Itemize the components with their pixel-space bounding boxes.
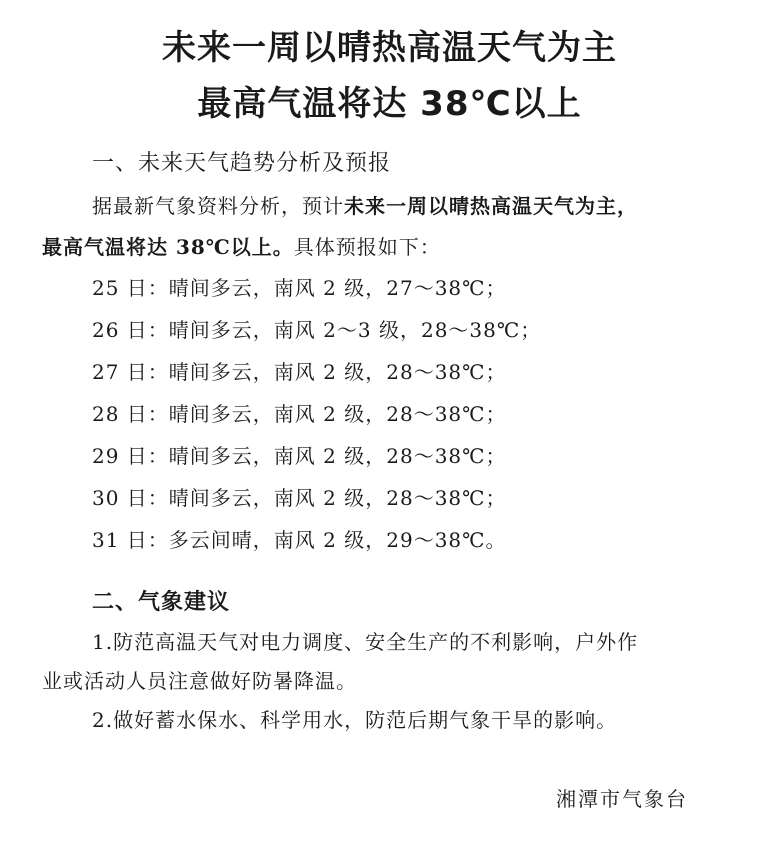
advice-1-line-1: 1.防范高温天气对电力调度、安全生产的不利影响，户外作 — [92, 630, 639, 654]
forecast-item: 25 日：晴间多云，南风 2 级，27～38℃； — [92, 276, 507, 300]
section-heading-forecast: 一、未来天气趋势分析及预报 — [92, 151, 392, 176]
forecast-item: 28 日：晴间多云，南风 2 级，28～38℃； — [92, 402, 507, 426]
issuer-signature: 湘潭市气象台 — [556, 787, 688, 811]
intro-highlight-2: 最高气温将达 38℃以上。 — [42, 235, 294, 259]
intro-paragraph-line-1 — [92, 191, 638, 221]
forecast-list — [92, 273, 541, 567]
intro-suffix: 具体预报如下： — [293, 235, 441, 259]
section-heading-advice: 二、气象建议 — [92, 590, 231, 615]
intro-highlight-1: 未来一周以晴热高温天气为主， — [344, 194, 638, 218]
document-title-line-2: 最高气温将达 38℃以上 — [197, 84, 582, 124]
forecast-item: 27 日：晴间多云，南风 2 级，28～38℃； — [92, 360, 507, 384]
intro-prefix: 据最新气象资料分析，预计 — [92, 194, 344, 218]
forecast-item: 29 日：晴间多云，南风 2 级，28～38℃； — [92, 444, 507, 468]
forecast-item: 26 日：晴间多云，南风 2～3 级，28～38℃； — [92, 318, 542, 342]
forecast-item: 30 日：晴间多云，南风 2 级，28～38℃； — [92, 486, 507, 510]
advice-2: 2.做好蓄水保水、科学用水，防范后期气象干旱的影响。 — [92, 708, 618, 732]
intro-paragraph-line-2 — [42, 232, 441, 262]
advice-1-line-2: 业或活动人员注意做好防暑降温。 — [42, 669, 357, 693]
forecast-item: 31 日：多云间晴，南风 2 级，29～38℃。 — [92, 528, 507, 552]
document-title-line-1: 未来一周以晴热高温天气为主 — [162, 28, 617, 68]
